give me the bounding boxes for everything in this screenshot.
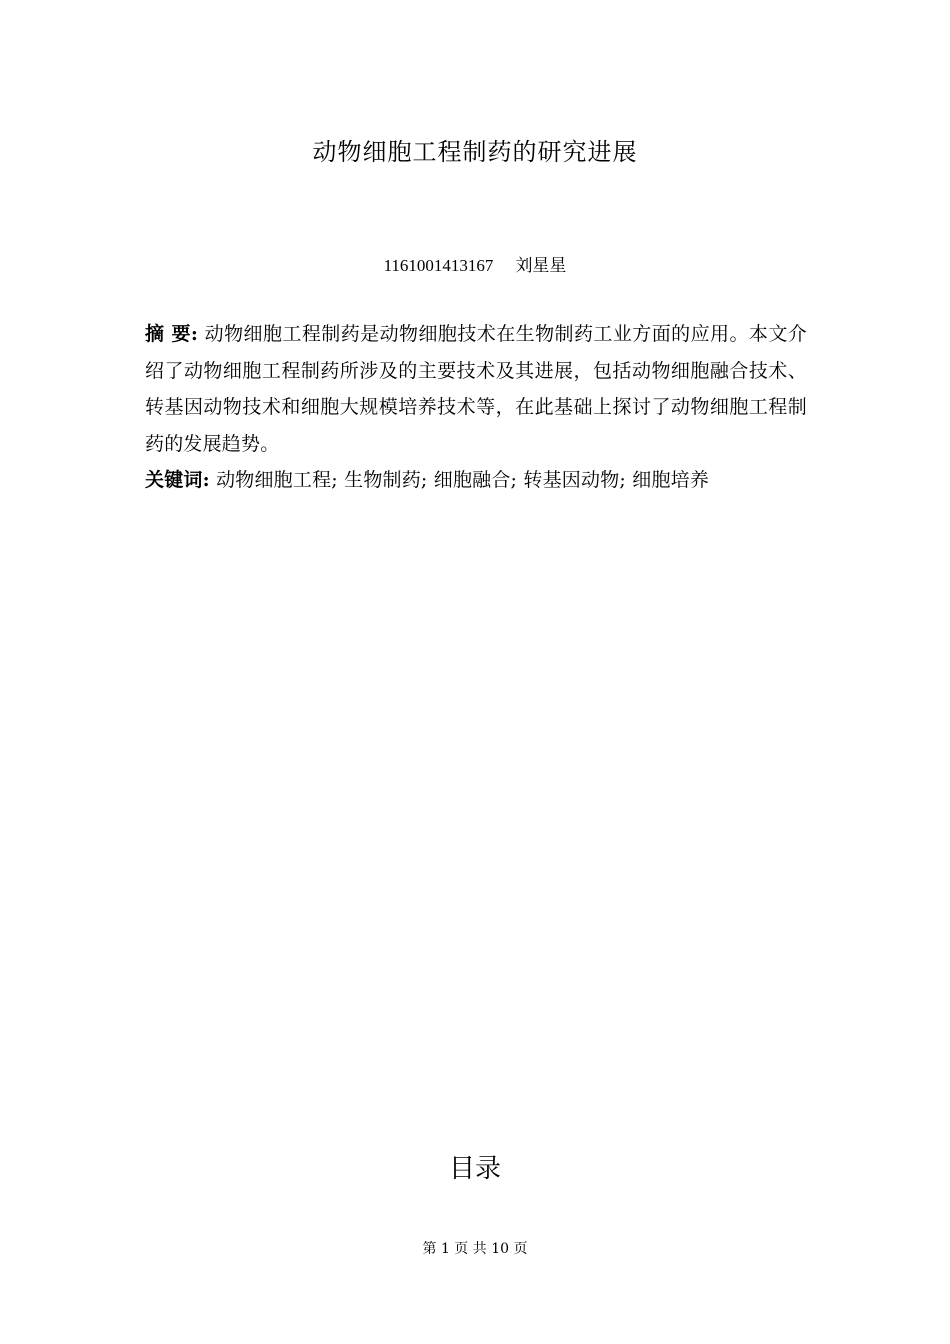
student-id: 1161001413167 [383, 256, 494, 275]
toc-heading: 目录 [448, 1154, 501, 1184]
author-name: 刘星星 [515, 256, 567, 275]
keywords-label: 关键词: [145, 469, 210, 491]
paper-title: 动物细胞工程制药的研究进展 [312, 138, 638, 166]
page-footer: 第 1 页 共 10 页 [422, 1241, 528, 1257]
abstract-paragraph [145, 316, 807, 462]
abstract-label: 摘 要: [145, 323, 199, 345]
abstract-text: 动物细胞工程制药是动物细胞技术在生物制药工业方面的应用。本文介绍了动物细胞工程制药所涉及的主要技术及其进展，包括动物细胞融合技术、转基因动物技术和细胞大规模培养技术等，在此基础上探讨了动物细胞工程制药的发展趋势。 [145, 323, 807, 455]
keywords-text: 动物细胞工程; 生物制药; 细胞融合; 转基因动物; 细胞培养 [216, 469, 710, 491]
keywords-line [145, 462, 825, 498]
author-line [0, 251, 950, 276]
